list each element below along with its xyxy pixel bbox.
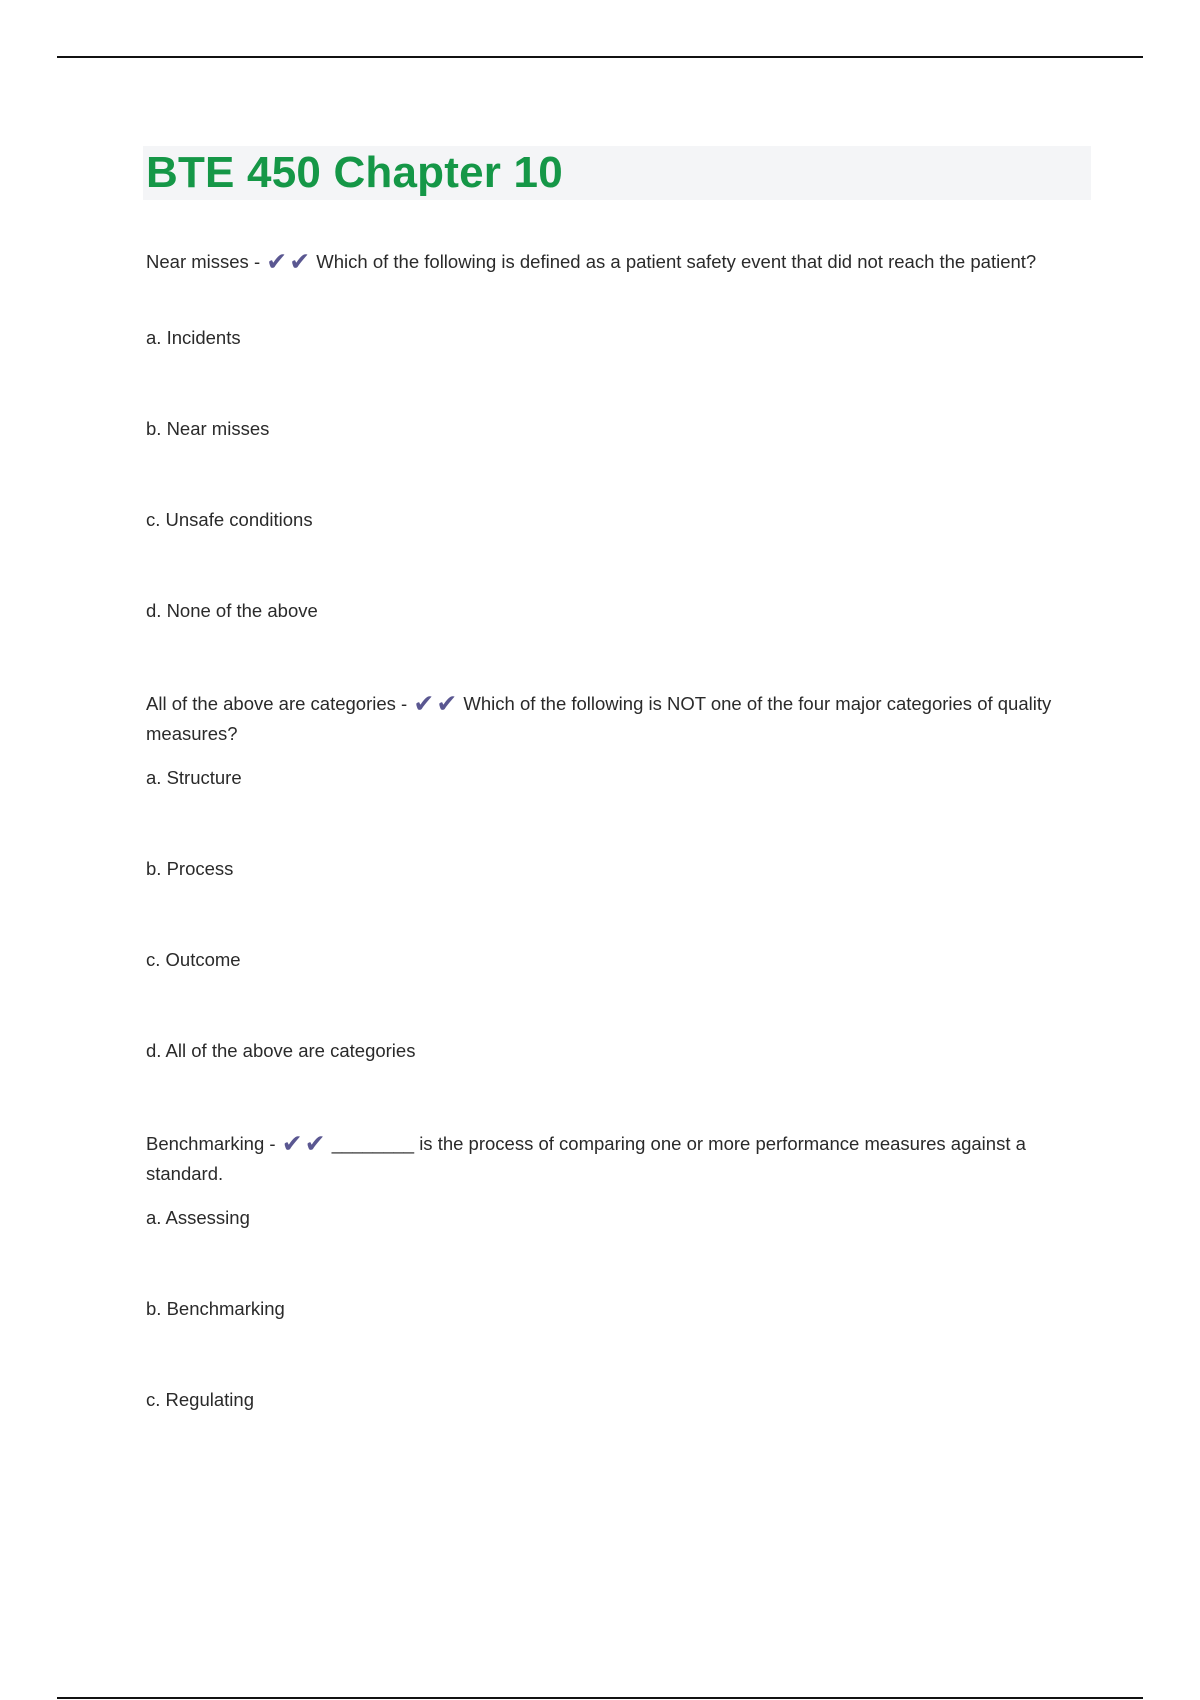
option-2a: a. Structure xyxy=(146,767,242,788)
option-2d: d. All of the above are categories xyxy=(146,1040,416,1061)
question-text xyxy=(146,1129,1086,1189)
check-icon: ✔ xyxy=(281,1130,303,1158)
answer-label: All of the above are categories - xyxy=(146,693,408,714)
option-1d: d. None of the above xyxy=(146,600,318,621)
question-text xyxy=(146,689,1086,749)
option-2b: b. Process xyxy=(146,858,234,879)
check-icon: ✔ xyxy=(304,1130,326,1158)
footer-rule xyxy=(57,1697,1143,1699)
page-title: BTE 450 Chapter 10 xyxy=(146,148,563,197)
option-1a: a. Incidents xyxy=(146,327,241,348)
question-block-2 xyxy=(146,689,1086,749)
option-3b: b. Benchmarking xyxy=(146,1298,285,1319)
question-prompt: ________ is the process of comparing one or more performance measures against a standard. xyxy=(146,1133,1026,1184)
question-text xyxy=(146,247,1086,277)
header-rule xyxy=(57,56,1143,58)
option-1b: b. Near misses xyxy=(146,418,270,439)
option-2c: c. Outcome xyxy=(146,949,241,970)
check-icon: ✔ xyxy=(413,690,435,718)
check-icon: ✔ xyxy=(289,248,311,276)
question-prompt: Which of the following is NOT one of the four major categories of quality measures? xyxy=(146,693,1052,744)
answer-label: Benchmarking - xyxy=(146,1133,276,1154)
question-block-3 xyxy=(146,1129,1086,1189)
option-3c: c. Regulating xyxy=(146,1389,254,1410)
answer-label: Near misses - xyxy=(146,251,261,272)
check-icon: ✔ xyxy=(266,248,288,276)
check-icon: ✔ xyxy=(436,690,458,718)
question-block-1 xyxy=(146,247,1086,277)
question-prompt: Which of the following is defined as a patient safety event that did not reach the patient? xyxy=(316,251,1037,272)
option-3a: a. Assessing xyxy=(146,1207,250,1228)
option-1c: c. Unsafe conditions xyxy=(146,509,313,530)
